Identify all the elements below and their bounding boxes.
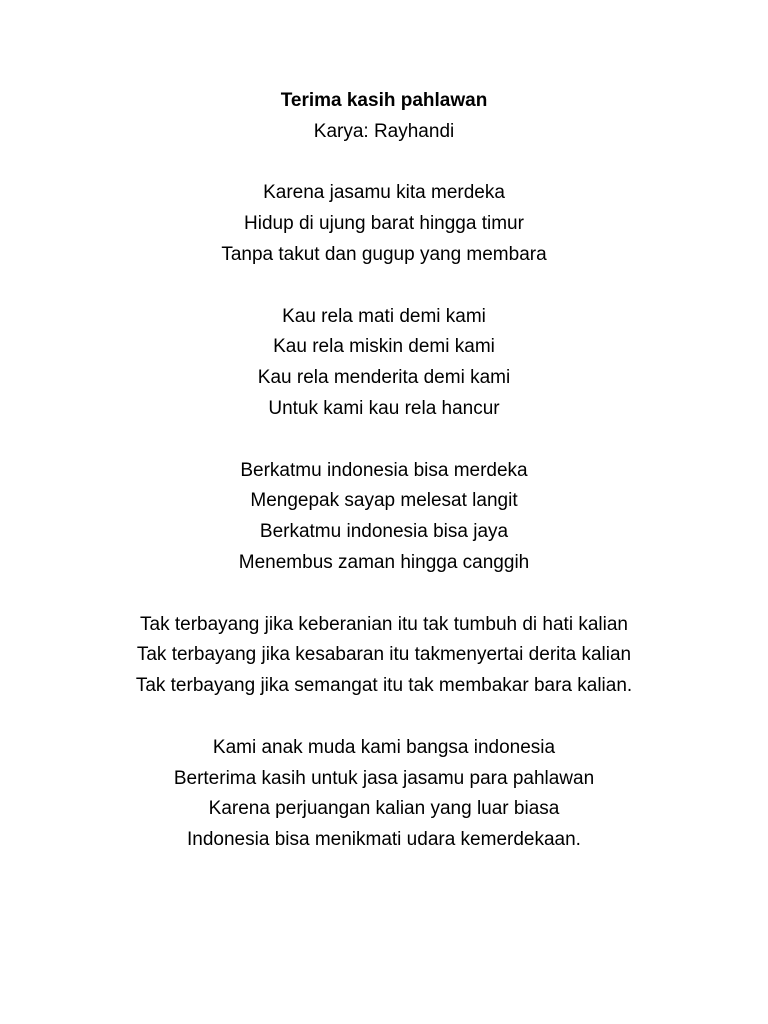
stanza-line: Tak terbayang jika semangat itu tak membakar bara kalian. [135,675,633,697]
stanza-line: Kau rela menderita demi kami [257,367,511,389]
stanza-line: Mengepak sayap melesat langit [250,490,518,512]
poem-author: Karya: Rayhandi [313,120,455,142]
stanza-gap [0,702,768,733]
stanza-line: Berterima kasih untuk jasa jasamu para pahlawan [173,767,595,789]
stanza-gap [0,579,768,610]
stanza-1 [0,178,768,270]
stanza-line: Tak terbayang jika keberanian itu tak tumbuh di hati kalian [140,613,628,635]
stanza-line: Karena jasamu kita merdeka [263,182,505,204]
stanza-4 [0,610,768,702]
stanza-line: Hidup di ujung barat hingga timur [244,213,524,235]
stanza-gap [0,148,768,179]
poem-title: Terima kasih pahlawan [280,90,488,111]
stanza-line: Indonesia bisa menikmati udara kemerdekaan. [187,829,581,851]
stanza-line: Menembus zaman hingga canggih [238,551,530,573]
stanza-line: Kami anak muda kami bangsa indonesia [212,736,556,758]
stanza-line: Kau rela mati demi kami [282,305,486,327]
stanza-gap [0,425,768,456]
stanza-gap [0,271,768,302]
stanza-line: Tak terbayang jika kesabaran itu takmenyertai derita kalian [136,644,632,666]
poem [0,86,768,856]
stanza-2 [0,302,768,425]
stanza-line: Berkatmu indonesia bisa merdeka [240,459,528,481]
stanza-line: Karena perjuangan kalian yang luar biasa [208,798,560,820]
stanza-line: Tanpa takut dan gugup yang membara [221,243,547,265]
stanza-3 [0,456,768,579]
stanza-line: Untuk kami kau rela hancur [268,397,500,419]
stanza-line: Berkatmu indonesia bisa jaya [259,521,509,543]
stanza-5 [0,733,768,856]
stanza-line: Kau rela miskin demi kami [273,336,495,358]
